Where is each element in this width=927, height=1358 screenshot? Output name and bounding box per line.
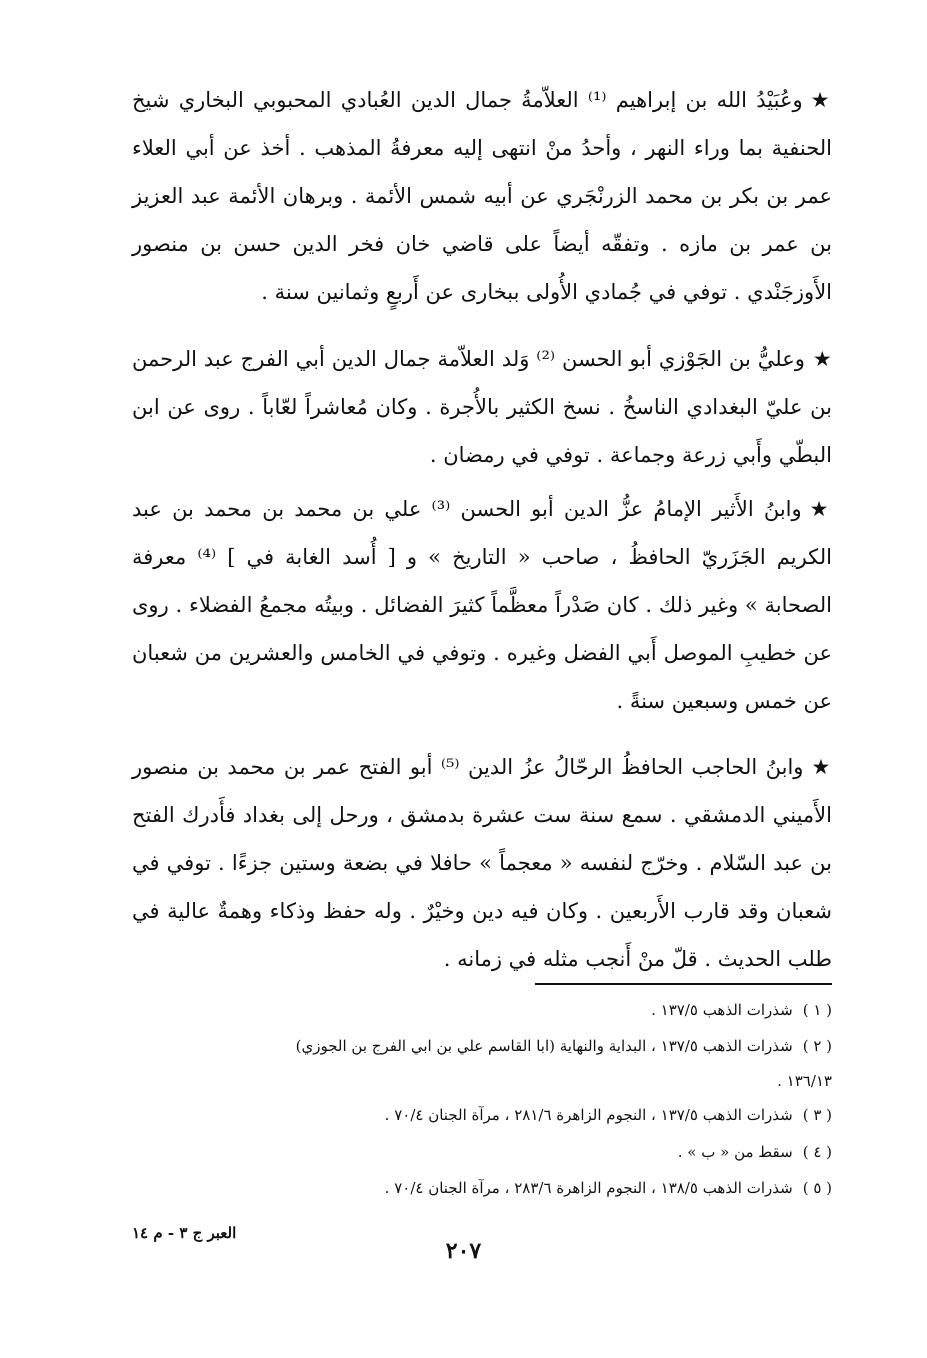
footnote-text: سقط من « ب » . [677,1143,793,1161]
footnote-text: شذرات الذهب ١٣٧/٥ ، البداية والنهاية (ابا القاسم علي بن ابي الفرج بن الجوزي) [295,1037,793,1055]
entry-1 [132,76,832,316]
entry-text: وعليُّ بن الجَوْزي أبو الحسن ⁽²⁾ وَلد العلاّمة جمال الدين أبي الفرج عبد الرحمن بن عليّ البغدادي الناسخُ . نسخ الكثير بالأُجرة . وكان مُعاشراً لعّاباً . روى عن ابن البطّي وأَبي زرعة وجماعة . توفي في رمضان . [132,347,832,467]
footnote-text: شذرات الذهب ١٣٨/٥ ، النجوم الزاهرة ٢٨٣/٦ ، مرآة الجنان ٧٠/٤ . [384,1179,793,1197]
entry-text: وابنُ الحاجب الحافظُ الرحّالُ عزُ الدين ⁽⁵⁾ أبو الفتح عمر بن محمد بن منصور الأَميني الدمشقي . سمع سنة ست عشرة بدمشق ، ورحل إلى بغداد فأَدرك الفتح بن عبد السّلام . وخرّج لنفسه « معجماً » حافلا في بضعة وستين جزءًا . توفي في شعبان وقد قارب الأَربعين . وكان فيه دين وخيْرٌ . وله حفظ وذكاء وهمةٌ عالية في طلب الحديث . قلّ منْ أَنجب مثله في زمانه . [132,755,832,971]
entry-text: وعُبَيْدُ الله بن إبراهيم ⁽¹⁾ العلاّمةُ جمال الدين العُبادي المحبوبي البخاري شيخ الحنفية بما وراء النهر ، وأحدُ منْ انتهى إليه معرفةُ المذهب . أخذ عن أبي العلاء عمر بن بكر بن محمد الزرنْجَري عن أبيه شمس الأئمة . وبرهان الأئمة عبد العزيز بن عمر بن مازه . وتفقّه أيضاً على قاضي خان فخر الدين حسن بن منصور الأَوزجَنْدي . توفي في جُمادي الأُولى ببخارى عن أَربعٍ وثمانين سنة . [132,88,832,304]
footnote-number: ( ٥ ) [802,1179,832,1197]
footnote-5 [132,1178,832,1199]
footnote-number: ( ٢ ) [802,1037,832,1055]
footnote-number: ( ٣ ) [802,1106,832,1124]
star-marker: ★ [812,347,833,371]
star-marker: ★ [809,497,832,521]
star-marker: ★ [811,755,832,779]
entry-text: وابنُ الأَثير الإمامُ عزُّ الدين أبو الحسن ⁽³⁾ علي بن محمد بن محمد بن عبد الكريم الجَزَريّ الحافظُ ، صاحب « التاريخ » و [ أُسد الغابة في ] ⁽⁴⁾ معرفة الصحابة » وغير ذلك . كان صَدْراً معظَّماً كثيرَ الفضائل . وبيتُه مجمعُ الفضلاء . روى عن خطيبِ الموصل أَبي الفضل وغيره . وتوفي في الخامس والعشرين من شعبان عن خمس وسبعين سنةً . [132,497,832,713]
footnote-text: شذرات الذهب ١٣٧/٥ . [651,1001,793,1019]
footnote-2 [132,1036,832,1057]
entry-3 [132,485,832,725]
footnote-1 [132,1000,832,1021]
footnote-2-continuation [132,1071,876,1092]
star-marker: ★ [810,88,833,112]
footnote-text: ١٣٦/١٣ . [777,1072,832,1090]
page-number: ٢٠٧ [445,1238,482,1264]
footnote-3 [132,1105,832,1126]
footnote-number: ( ١ ) [802,1001,832,1019]
footnote-divider [535,983,832,985]
entry-4 [132,743,832,983]
printer-signature: العبر ج ٣ - م ١٤ [132,1224,237,1242]
entry-2 [132,335,832,479]
footnote-4 [132,1142,832,1163]
footnote-text: شذرات الذهب ١٣٧/٥ ، النجوم الزاهرة ٢٨١/٦ ، مرآة الجنان ٧٠/٤ . [384,1106,793,1124]
footnote-number: ( ٤ ) [802,1143,832,1161]
